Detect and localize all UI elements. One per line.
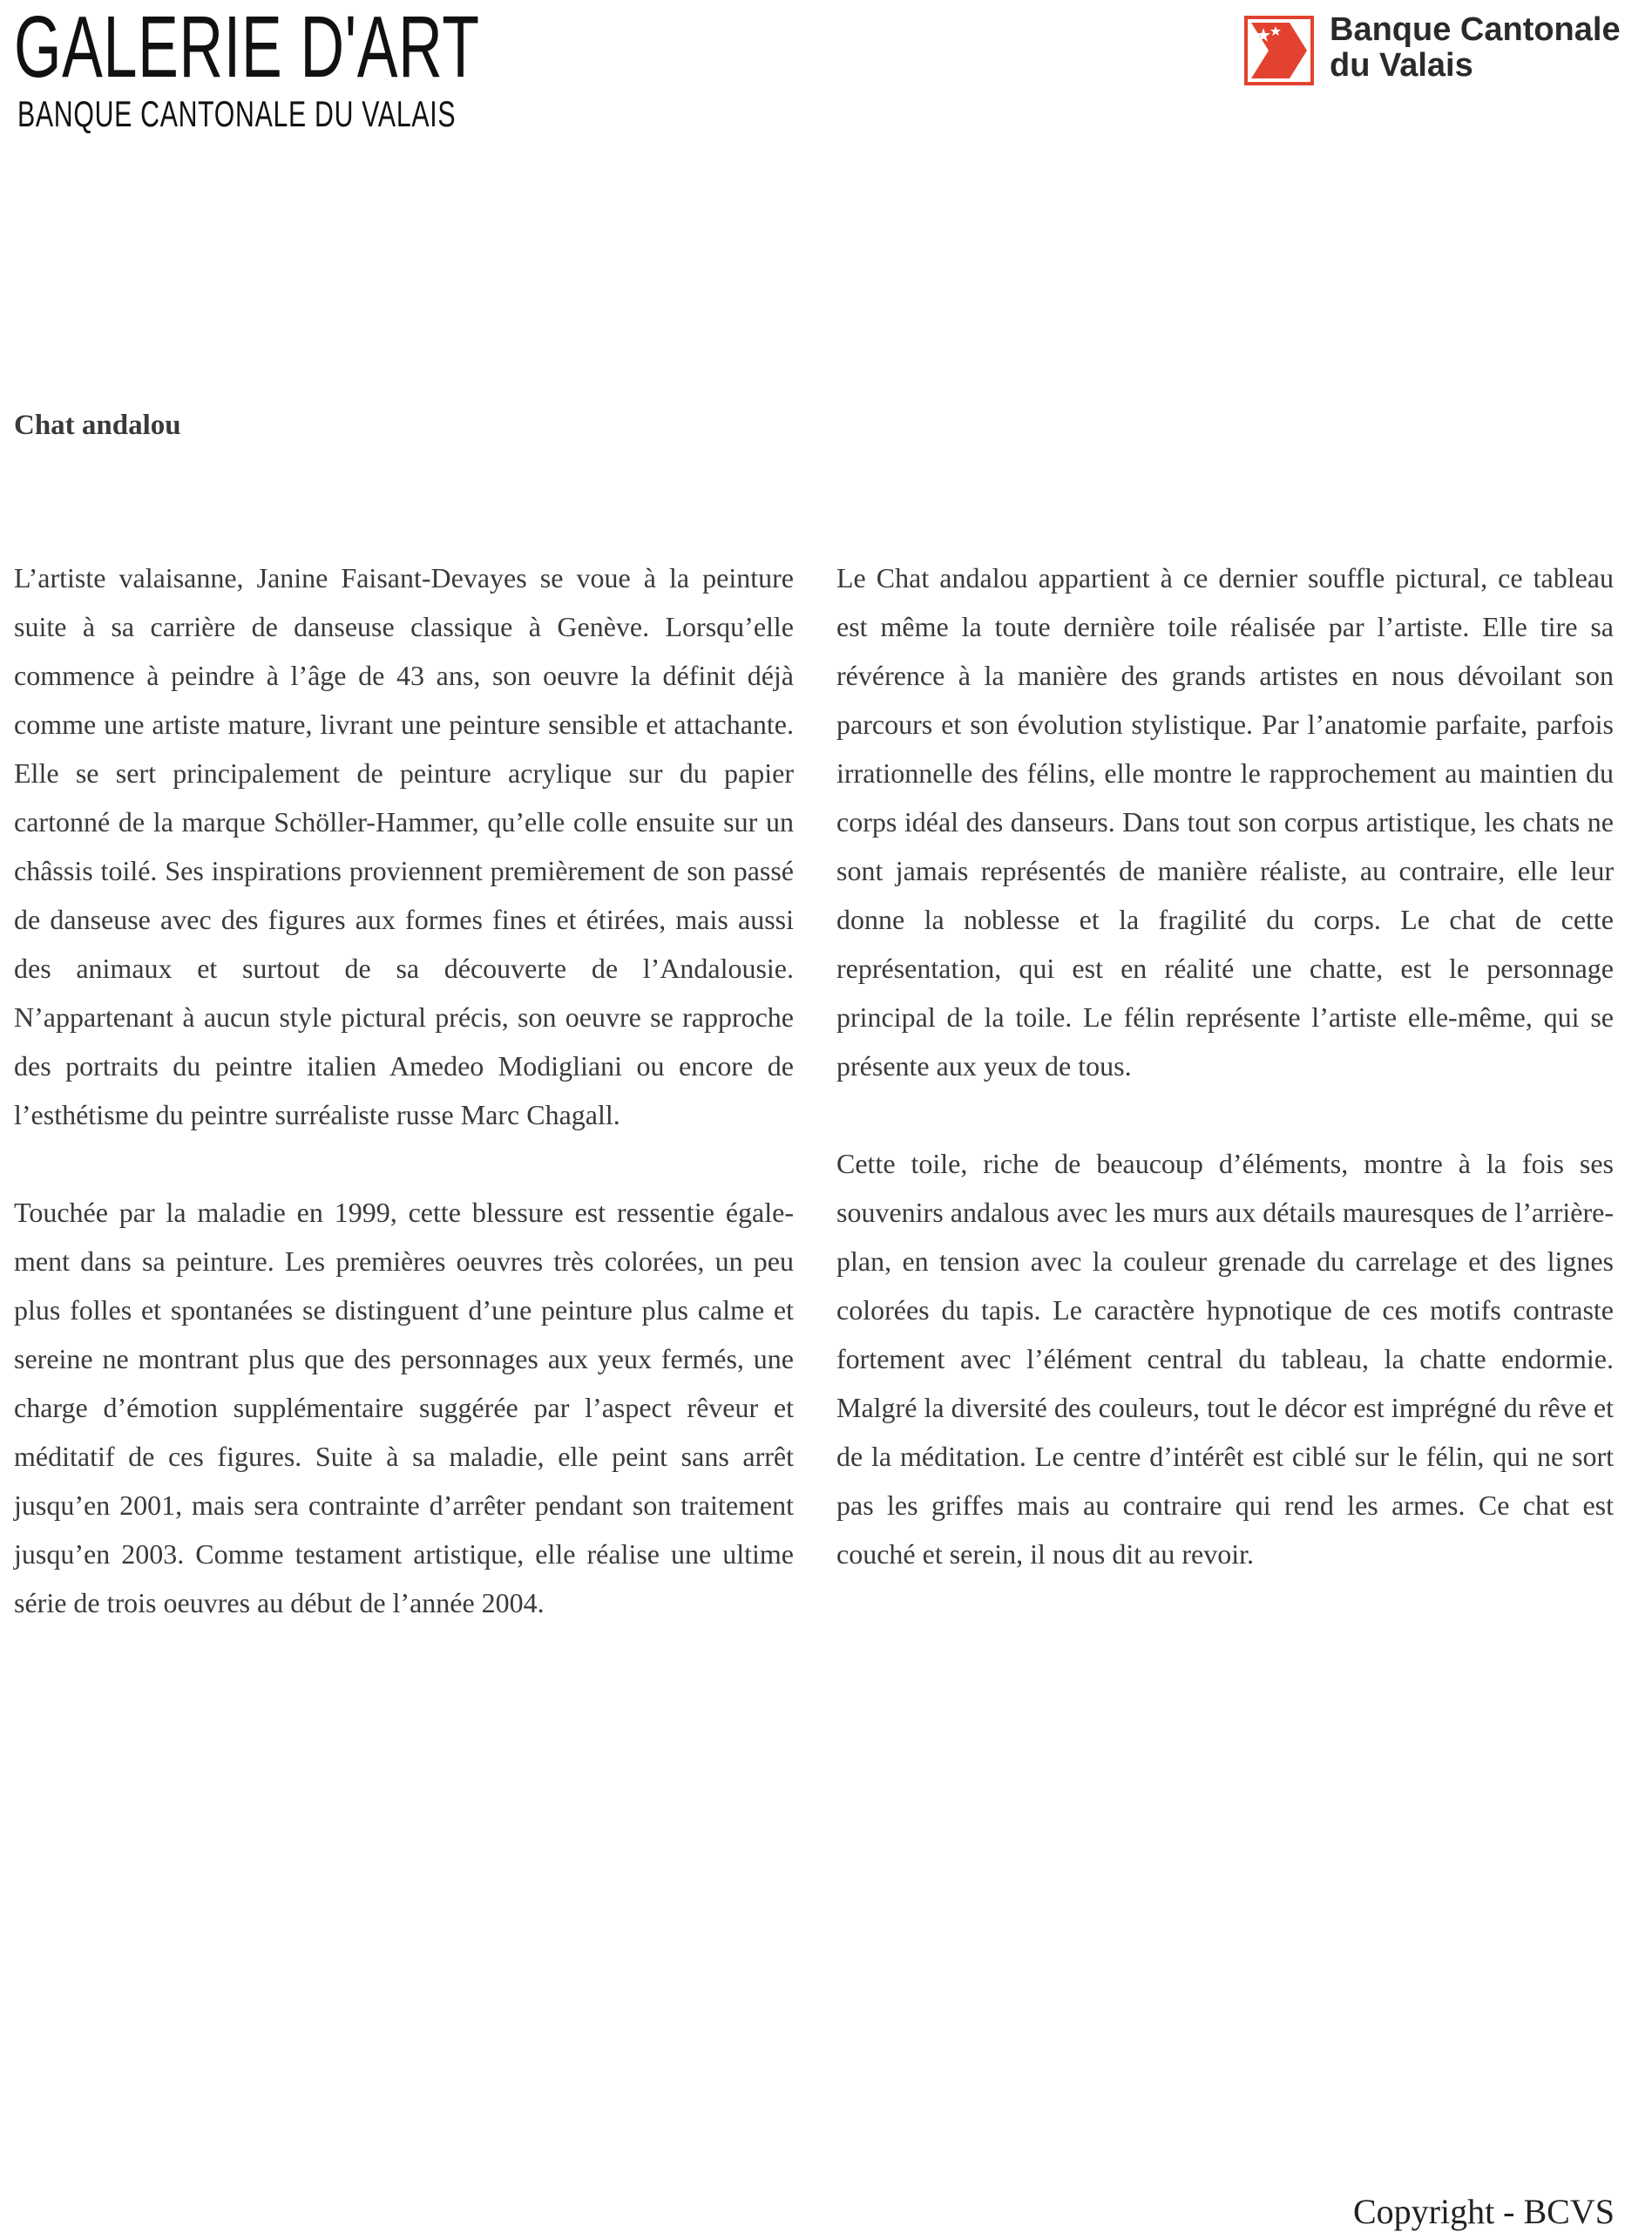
bank-name [1330,12,1621,84]
bank-name-line2: du Valais [1330,47,1473,84]
right-column [836,553,1614,1627]
document-title: Chat andalou [14,410,181,441]
galerie-title: GALERIE D'ART [14,0,480,96]
paragraph: Touchée par la maladie en 1999, cette blessure est ressentie également dans sa peinture. Les premières oeuvres très colorées, un peu plus folles et spontanées se distinguent d’une peinture plus calme et sereine ne montrant plus que des personnages aux yeux fermés, une charge d’émotion supplémentaire suggérée par l’aspect rêveur et méditatif de ces figures. Suite à sa maladie, elle peint sans arrêt jusqu’en 2001, mais sera contrainte d’arrêter pendant son traitement jusqu’en 2003. Comme testament artistique, elle réalise une ultime série de trois oeuvres au début de l’année 2004. [14,1197,794,1618]
paragraph: Le Chat andalou appartient à ce dernier souffle pictural, ce tableau est même la toute dernière toile réalisée par l’artiste. Elle tire sa révérence à la manière des grands artistes en nous dévoilant son parcours et son évolution stylistique. Par l’anatomie parfaite, parfois irrationnelle des félins, elle montre le rapprochement au maintien du corps idéal des danseurs. Dans tout son corpus artistique, les chats ne sont jamais représentés de manière réaliste, au contraire, elle leur donne la noblesse et la fragilité du corps. Le chat de cette représentation, qui est en réalité une chatte, est le personnage principal de la toile. Le félin représente l’artiste elle-même, qui se présente aux yeux de tous. [836,562,1614,1082]
bank-name-line1: Banque Cantonale [1330,11,1621,48]
paragraph: Cette toile, riche de beaucoup d’éléments, montre à la fois ses souvenirs andalous avec les murs aux détails mauresques de l’arrière-plan, en tension avec la couleur grenade du carrelage et des lignes colorées du tapis. Le caractère hypnotique de ces motifs contraste fortement avec l’élément central du tableau, la chatte endormie. Malgré la diversité des couleurs, tout le décor est imprégné du rêve et de la méditation. Le centre d’intérêt est ciblé sur le félin, qui ne sort pas les griffes mais au contraire qui rend les armes. Ce chat est couché et serein, il nous dit au revoir. [836,1148,1614,1570]
paragraph: L’artiste valaisanne, Janine Faisant-Devayes se voue à la peinture suite à sa carrière de danseuse classique à Genève. Lorsqu’elle commence à peindre à l’âge de 43 ans, son oeuvre la définit déjà comme une artiste mature, livrant une peinture sensible et attachante. Elle se sert principalement de peinture acrylique sur du papier cartonné de la marque Schöller-Hammer, qu’elle colle ensuite sur un châssis toilé. Ses inspirations proviennent premièrement de son passé de danseuse avec des figures aux formes fines et étirées, mais aussi des animaux et surtout de sa découverte de l’Andalousie. N’appartenant à aucun style pictural précis, son oeuvre se rapproche des portraits du peintre italien Amedeo Modigliani ou encore de l’esthétisme du peintre surréaliste russe Marc Chagall. [14,562,794,1130]
bcvs-flag-logo-icon [1244,16,1314,85]
left-column [14,553,794,1676]
copyright-notice: Copyright - BCVS [1352,2192,1615,2231]
galerie-subtitle: BANQUE CANTONALE DU VALAIS [17,93,457,134]
